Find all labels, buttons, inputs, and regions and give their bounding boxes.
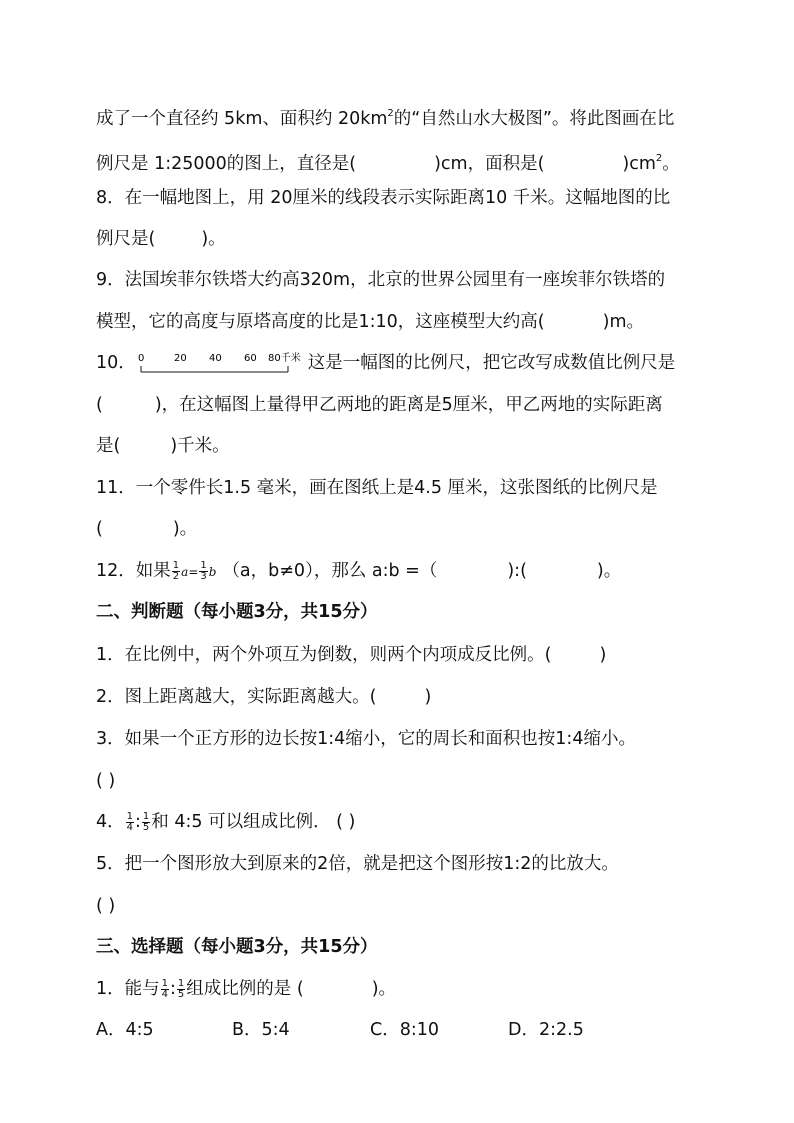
fraction-denominator: 5: [142, 821, 150, 833]
q7-line2-b: )cm，面积是(: [434, 154, 545, 174]
q7-superscript-2: 2: [655, 153, 663, 164]
q9-line2-a: 模型，它的高度与原塔高度的比是1:10，这座模型大约高(: [96, 312, 545, 332]
q10-line3: [96, 435, 704, 457]
s3-q1-text-c: )。: [371, 979, 397, 999]
option-d[interactable]: D．2:2.5: [508, 1020, 584, 1040]
q12-fraction-1: [172, 561, 180, 582]
scale-label-40: 40: [208, 353, 222, 364]
option-b[interactable]: B．5:4: [232, 1020, 290, 1040]
s2-q2: [96, 686, 704, 708]
s2-q5: 5．把一个图形放大到原来的2倍，就是把这个图形按1:2的比放大。: [96, 854, 619, 874]
s2-q4: [96, 811, 704, 833]
line-scale-figure: [136, 352, 308, 374]
s3-q1-text-b: 组成比例的是 (: [186, 979, 304, 999]
s2-q4-text-b: 和 4:5 可以组成比例． ( ): [151, 812, 356, 832]
fraction-denominator: 2: [172, 570, 180, 582]
q9-line2: [96, 311, 704, 333]
scale-label-20: 20: [173, 353, 187, 364]
s2-q5-paren[interactable]: ( ): [96, 896, 116, 916]
scale-label-60: 60: [243, 353, 257, 364]
s3-q1-options: [96, 1019, 704, 1041]
q10-text-a: 这是一幅图的比例尺，把它改写成数值比例尺是: [307, 353, 676, 373]
q7-line2: [96, 148, 704, 175]
q10-line2-a: (: [96, 395, 103, 415]
q11-line2-a: (: [96, 519, 103, 539]
q7-line2-d: 。: [662, 154, 680, 174]
s3-q1: [96, 978, 704, 1000]
q12-var-b: b: [208, 565, 217, 579]
s3-q1-fraction-1: [161, 979, 169, 1000]
q12-text-a: 12．如果: [96, 561, 171, 581]
q12-var-a: a: [181, 565, 189, 579]
q7-text-b: 的“自然山水大极图”。将此图画在比: [393, 109, 675, 129]
option-c[interactable]: C．8:10: [370, 1020, 440, 1040]
q12-fraction-2: [199, 561, 207, 582]
fraction-numerator: 1: [177, 977, 185, 989]
q10-line3-a: 是(: [96, 436, 121, 456]
fraction-numerator: 1: [172, 559, 180, 571]
scale-label-0: 0: [137, 353, 145, 364]
s2-q4-fraction-2: [142, 812, 150, 833]
q7-line2-a: 例尺是 1:25000的图上，直径是(: [96, 154, 357, 174]
s2-q4-text-a: 4．: [96, 812, 125, 832]
q12-line: [96, 560, 704, 583]
scale-label-80: 80千米: [267, 353, 301, 364]
fraction-numerator: 1: [161, 977, 169, 989]
q10-number: 10．: [96, 353, 136, 373]
q10-line2: [96, 394, 704, 416]
q12-equals: =: [188, 565, 199, 579]
fraction-numerator: 1: [142, 810, 150, 822]
s3-q1-text-a: 1．能与: [96, 979, 160, 999]
q11-line2-b: )。: [172, 519, 198, 539]
option-a[interactable]: A．4:5: [96, 1020, 154, 1040]
fraction-numerator: 1: [126, 810, 134, 822]
s2-q4-fraction-1: [126, 812, 134, 833]
q12-text-b: （a，b≠0），那么 a:b =（: [222, 561, 438, 581]
q12-text-d: )。: [596, 561, 622, 581]
q7-line2-c: )cm: [622, 154, 656, 174]
s2-q1-text: 1．在比例中，两个外项互为倒数，则两个内项成反比例。(: [96, 645, 552, 665]
section3-title: 三、选择题（每小题3分，共15分）: [96, 937, 378, 957]
section2-title: 二、判断题（每小题3分，共15分）: [96, 602, 378, 622]
q7-superscript-1: 2: [387, 108, 394, 119]
s2-q4-colon: :: [135, 812, 141, 832]
s3-q1-fraction-2: [177, 979, 185, 1000]
s2-q3: 3．如果一个正方形的边长按1:4缩小，它的周长和面积也按1:4缩小。: [96, 729, 636, 749]
q10-line2-b: )，在这幅图上量得甲乙两地的距离是5厘米，甲乙两地的实际距离: [154, 395, 663, 415]
q8-line2: [96, 228, 704, 250]
fraction-denominator: 5: [177, 988, 185, 1000]
s2-q2-text: 2．图上距离越大，实际距离越大。(: [96, 687, 377, 707]
s2-q1: [96, 644, 704, 666]
s2-q1-end: ): [599, 645, 607, 665]
q7-line1: [96, 103, 704, 130]
q9-line2-b: )m。: [602, 312, 644, 332]
fraction-denominator: 4: [161, 988, 169, 1000]
q12-text-c: ):(: [507, 561, 527, 581]
fraction-denominator: 3: [200, 570, 207, 582]
q8-line2-b: )。: [201, 229, 226, 249]
q10-line3-b: )千米。: [170, 436, 230, 456]
q9-line1: 9．法国埃菲尔铁塔大约高320m，北京的世界公园里有一座埃菲尔铁塔的: [96, 270, 666, 290]
fraction-numerator: 1: [200, 559, 207, 571]
q11-line1: 11．一个零件长1.5 毫米，画在图纸上是4.5 厘米，这张图纸的比例尺是: [96, 478, 658, 498]
s3-q1-colon: :: [170, 979, 176, 999]
q10-line1: [96, 352, 704, 374]
s2-q2-end: ): [424, 687, 432, 707]
fraction-denominator: 4: [126, 821, 134, 833]
q7-text-a: 成了一个直径约 5km、面积约 20km: [96, 109, 388, 129]
q11-line2: [96, 518, 704, 540]
q8-line2-a: 例尺是(: [96, 229, 156, 249]
s2-q3-paren[interactable]: ( ): [96, 771, 116, 791]
q8-line1: 8．在一幅地图上，用 20厘米的线段表示实际距离10 千米。这幅地图的比: [96, 188, 671, 208]
